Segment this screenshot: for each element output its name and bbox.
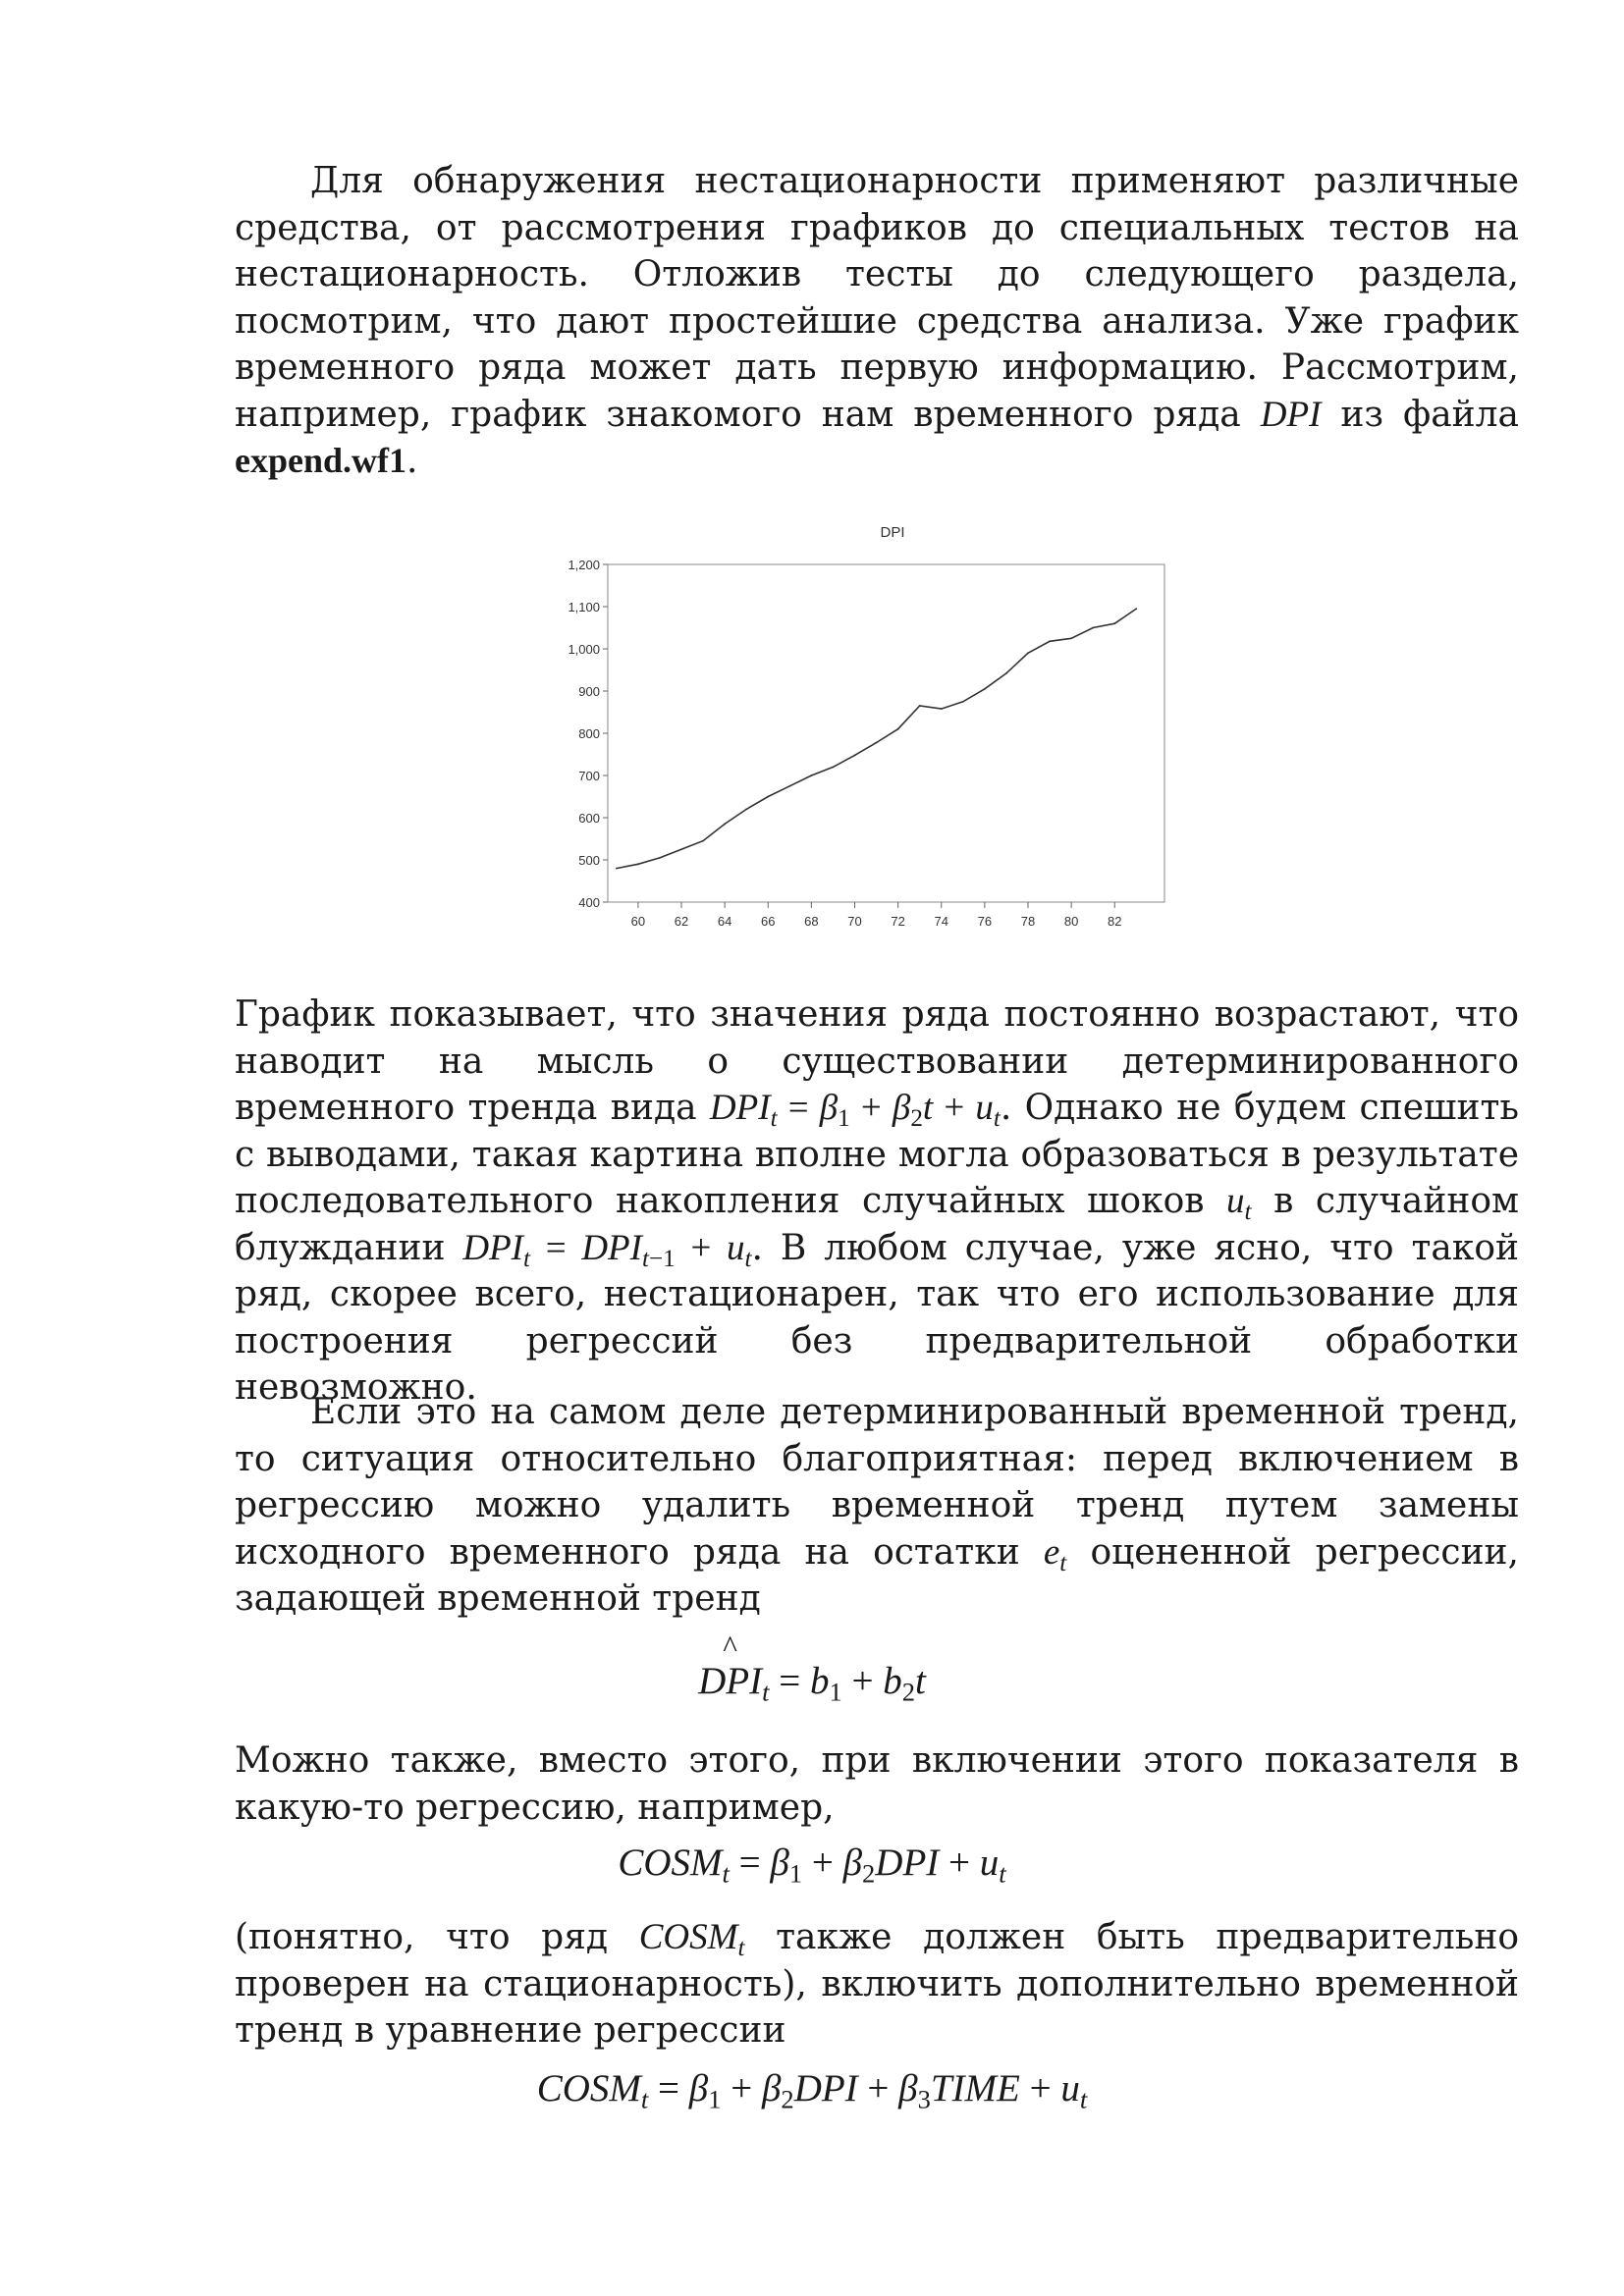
formula-random-walk: $DPI_t = DPI_{t-1} + u_t$: [462, 1227, 752, 1272]
data-point: [941, 708, 943, 710]
equation-cosm: $COSM_t = \beta_1 + \beta_2DPI + u_t$: [618, 1842, 1006, 1889]
trend-text-2: . Однако не будем спешить с выводами, такая картина вполне могла образоваться в результате последовательного накопления случайных шоков: [235, 1088, 1519, 1221]
paragraph-detrend: [235, 1389, 1519, 1623]
data-point: [680, 848, 682, 850]
trend-text-4: . В любом случае, уже ясно, что такой ряд, скорее всего, нестационарен, так что его использование для построения регрессий без предварительной обработки невозможно.: [235, 1227, 1520, 1408]
data-point: [1113, 622, 1115, 624]
data-point: [616, 868, 618, 870]
x-axis: [631, 902, 1122, 929]
stationarity-text-1: (понятно, что ряд: [235, 1917, 639, 1957]
data-point: [1135, 608, 1137, 610]
data-point: [876, 742, 878, 744]
paragraph-intro: [235, 158, 1519, 485]
plot-frame: [608, 564, 1164, 902]
data-point: [854, 754, 856, 756]
paragraph-regression: [235, 1737, 1519, 1831]
data-point: [984, 688, 986, 690]
intro-text-2: из файла: [1321, 394, 1519, 435]
data-point: [833, 767, 835, 769]
data-point: [1049, 640, 1051, 642]
dpi-series-line: [617, 609, 1137, 869]
x-tick-label: 78: [1020, 914, 1036, 929]
y-tick-label: 700: [578, 769, 600, 783]
data-point: [745, 809, 747, 811]
x-tick-label: 70: [847, 914, 862, 929]
intro-text-1: Для обнаружения нестационарности применяют различные средства, от рассмотрения графиков до специальных тестов на нестационарность. Отложив тесты до следующего раздела, посмотрим, что дают простейшие средства анализа. Уже график временного ряда может дать первую информацию. Рассмотрим, например, график знакомого нам временного ряда: [235, 161, 1519, 435]
data-point: [1070, 637, 1072, 639]
dpi-line-chart: [545, 515, 1183, 942]
data-point: [788, 785, 790, 787]
y-tick-label: 800: [578, 726, 600, 741]
trend-text-3: в случайном блуждании: [235, 1181, 1519, 1268]
data-point: [637, 863, 639, 865]
chart-title: DPI: [880, 524, 905, 541]
x-tick-label: 80: [1063, 914, 1079, 929]
paragraph-stationarity: [235, 1914, 1519, 2055]
formula-cosm: $COSM_t$: [638, 1917, 745, 1962]
data-point: [1027, 652, 1029, 654]
y-tick-label: 400: [578, 895, 600, 910]
data-point: [1092, 627, 1094, 629]
formula-et: $e_t$: [1043, 1531, 1067, 1576]
y-tick-label: 600: [578, 811, 600, 826]
detrend-text-2: оцененной регрессии, задающей временной тренд: [235, 1531, 1519, 1619]
x-tick-label: 66: [761, 914, 776, 929]
x-tick-label: 76: [977, 914, 993, 929]
equation-fitted-trend: DPI ^ $_t = b_1 + b_2t$: [698, 1629, 926, 1707]
data-point: [897, 728, 899, 730]
formula-deterministic-trend: $DPI_t = \beta_1 + \beta_2t + u_t$: [709, 1088, 1001, 1133]
y-tick-label: 500: [578, 853, 600, 868]
x-tick-label: 68: [804, 914, 819, 929]
y-tick-label: 1,000: [568, 642, 600, 657]
data-point: [659, 857, 661, 859]
regression-text-1: Можно также, вместо этого, при включении этого показателя в какую-то регрессию, например,: [235, 1740, 1519, 1828]
stationarity-text-2: также должен быть предварительно проверен на стационарность), включить дополнительно временной тренд в уравнение регрессии: [235, 1917, 1519, 2051]
intro-text-3: .: [406, 441, 418, 481]
data-point: [724, 824, 726, 826]
x-tick-label: 60: [630, 914, 646, 929]
x-tick-label: 82: [1108, 914, 1122, 929]
formula-ut: $u_t$: [1226, 1181, 1252, 1226]
data-point: [702, 840, 704, 842]
data-point: [1005, 672, 1007, 674]
data-point: [919, 705, 921, 707]
data-point: [767, 796, 769, 798]
x-tick-label: 64: [717, 914, 732, 929]
detrend-text-1: Если это на самом деле детерминированный временной тренд, то ситуация относительно благоприятная: перед включением в регрессию можно удалить временной тренд путем замены исходного временного ряда на остатки: [235, 1392, 1519, 1573]
paragraph-trend: [235, 991, 1519, 1412]
data-point: [962, 701, 964, 703]
y-tick-label: 900: [578, 684, 600, 699]
y-tick-label: 1,100: [568, 600, 600, 614]
data-point: [810, 774, 812, 776]
y-tick-label: 1,200: [568, 558, 600, 572]
y-axis: [568, 558, 608, 910]
trend-text-1: График показывает, что значения ряда постоянно возрастают, что наводит на мысль о существовании детерминированного временного тренда вида: [235, 994, 1519, 1128]
dpi-variable: DPI: [1260, 394, 1322, 435]
equation-cosm-time: $COSM_t = \beta_1 + \beta_2DPI$ + $\beta_3TIME + u_t$: [536, 2067, 1088, 2114]
x-tick-label: 72: [891, 914, 905, 929]
x-tick-label: 74: [934, 914, 948, 929]
series-points: [616, 608, 1137, 869]
x-tick-label: 62: [674, 914, 689, 929]
file-name: expend.wf1: [235, 441, 407, 480]
